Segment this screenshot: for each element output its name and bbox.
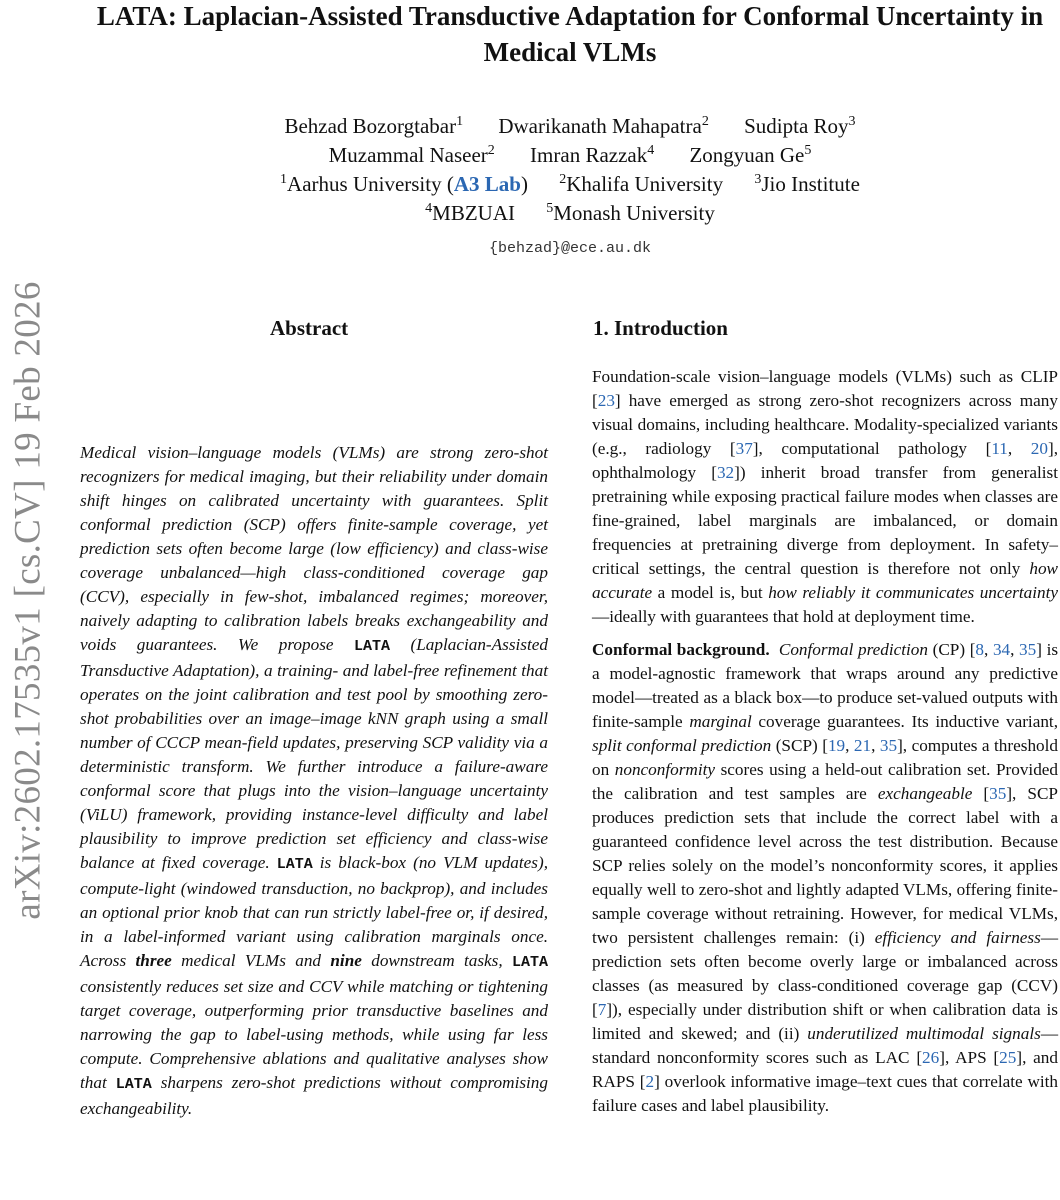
arxiv-id: arXiv:2602.17535v1 [cs.CV] 19 Feb 2026 xyxy=(7,280,49,920)
citation-link[interactable]: 2 xyxy=(645,1072,655,1091)
affiliation-line-1: $^1$Aarhus University (A3 Lab) $^2$Khalifa University $^3$Jio Institute xyxy=(280,172,860,196)
method-name: LATA xyxy=(354,638,391,655)
affiliation: Monash University xyxy=(553,201,715,225)
author-name: Zongyuan Ge xyxy=(689,143,805,167)
method-name: LATA xyxy=(511,954,548,971)
method-name: LATA xyxy=(276,856,313,873)
author-name: Imran Razzak xyxy=(530,143,648,167)
lab-link[interactable]: A3 Lab xyxy=(453,172,521,196)
citation-link[interactable]: 8 xyxy=(975,640,985,659)
author-line-1: Behzad Bozorgtabar$^1$ Dwarikanath Mahapatra$^2$ Sudipta Roy$^3$ xyxy=(284,114,856,138)
citation-link[interactable]: 32 xyxy=(716,463,735,482)
affiliation: MBZUAI xyxy=(432,201,515,225)
author-name: Sudipta Roy xyxy=(744,114,849,138)
citation-link[interactable]: 19 xyxy=(827,736,846,755)
author-email[interactable]: {behzad}@ece.au.dk xyxy=(488,240,652,257)
author-line-2: Muzammal Naseer$^2$ Imran Razzak$^4$ Zongyuan Ge$^5$ xyxy=(328,143,812,167)
citation-link[interactable]: 26 xyxy=(922,1048,940,1067)
citation-link[interactable]: 7 xyxy=(597,1000,607,1019)
affiliation: Jio Institute xyxy=(761,172,860,196)
introduction-heading: 1. Introduction xyxy=(593,316,728,340)
intro-paragraph-1: Foundation-scale vision–language models (VLMs) such as CLIP [23] have emerged as strong zero-shot recognizers across many visual domains, including healthcare. Modality-specialized variants (e.g., radiology [37], computational pathology [11, 20], ophthalmology [32]) inherit broad transfer from generalist pretraining while exposing practical failure modes when classes are fine-grained, label marginals are imbalanced, or domain frequencies at pretraining diverge from deployment. In safety–critical settings, the central question is therefore not only how accurate a model is, but how reliably it communicates uncertainty—ideally with guarantees that hold at deployment time. xyxy=(592,367,1059,626)
citation-link[interactable]: 35 xyxy=(989,784,1007,803)
citation-link[interactable]: 20 xyxy=(1030,439,1048,458)
abstract-text: Medical vision–language models (VLMs) are strong zero-shot recognizers for medical imaging, but their reliability under domain shift hinges on calibrated uncertainty with guarantees. Split conformal prediction (SCP) offers finite-sample coverage, yet prediction sets often become large (low efficiency) and class-wise coverage unbalanced—high class-conditioned coverage gap (CCV), especially in few-shot, imbalanced regimes; moreover, naively adapting to calibration labels breaks exchangeability and voids guarantees. We propose LATA (Laplacian-Assisted Transductive Adaptation), a training- and label-free refinement that operates on the joint calibration and test pool by smoothing zero-shot probabilities over an image–image kNN graph using a small number of CCCP mean-field updates, preserving SCP validity via a deterministic transform. We further introduce a failure-aware conformal score that plugs into the vision–language uncertainty (ViLU) framework, providing instance-level difficulty and label plausibility to improve prediction set efficiency and class-wise balance at fixed coverage. LATA is black-box (no VLM updates), compute-light (windowed transduction, no backprop), and includes an optional prior knob that can run strictly label-free or, if desired, in a label-informed variant using calibration marginals once. Across three medical VLMs and nine downstream tasks, LATA consistently reduces set size and CCV while matching or tightening target coverage, outperforming prior transductive baselines and narrowing the gap to label-using methods, while using far less compute. Comprehensive ablations and qualitative analyses show that LATA sharpens zero-shot predictions without compromising exchangeability. xyxy=(80,443,549,1118)
author-name: Dwarikanath Mahapatra xyxy=(498,114,702,138)
citation-link[interactable]: 34 xyxy=(992,640,1011,659)
citation-link[interactable]: 23 xyxy=(597,391,615,410)
arxiv-stamp xyxy=(8,10,48,1190)
author-name: Behzad Bozorgtabar xyxy=(284,114,457,138)
paper-title: LATA: Laplacian-Assisted Transductive Adaptation for Conformal Uncertainty in Medical VLMs xyxy=(96,1,1044,67)
citation-link[interactable]: 35 xyxy=(879,736,898,755)
abstract-heading: Abstract xyxy=(270,316,349,340)
citation-link[interactable]: 37 xyxy=(735,439,753,458)
intro-paragraph-2: Conformal background. Conformal prediction (CP) [8, 34, 35] is a model-agnostic framework that wraps around any predictive model—treated as a black box—to produce set-valued outputs with finite-sample marginal coverage guarantees. Its inductive variant, split conformal prediction (SCP) [19, 21, 35], computes a threshold on nonconformity scores using a held-out calibration set. Provided the calibration and test samples are exchangeable [35], SCP produces prediction sets that include the correct label with a guaranteed confidence level across the test distribution. Because SCP relies solely on the model’s nonconformity scores, it applies equally well to zero-shot and lightly adapted VLMs, offering finite-sample coverage without retraining. However, for medical VLMs, two persistent challenges remain: (i) efficiency and fairness—prediction sets often become overly large or imbalanced across classes (as measured by class-conditioned coverage gap (CCV) [7]), especially under distribution shift or when calibration data is limited and skewed; and (ii) underutilized multimodal signals—standard nonconformity scores such as LAC [26], APS [25], and RAPS [2] overlook informative image–text cues that correlate with failure cases and label plausibility. xyxy=(592,640,1059,1115)
citation-link[interactable]: 11 xyxy=(991,439,1008,458)
affiliation-line-2: $^4$MBZUAI $^5$Monash University xyxy=(425,201,715,225)
affiliation: Aarhus University ( xyxy=(287,172,454,196)
citation-link[interactable]: 35 xyxy=(1019,640,1037,659)
author-name: Muzammal Naseer xyxy=(328,143,488,167)
citation-link[interactable]: 25 xyxy=(999,1048,1017,1067)
citation-link[interactable]: 21 xyxy=(853,736,872,755)
affiliation: Khalifa University xyxy=(566,172,724,196)
author-block xyxy=(70,112,1060,228)
method-name: LATA xyxy=(115,1076,152,1093)
introduction-body xyxy=(592,365,1058,1127)
run-in-heading: Conformal background. xyxy=(592,640,770,659)
